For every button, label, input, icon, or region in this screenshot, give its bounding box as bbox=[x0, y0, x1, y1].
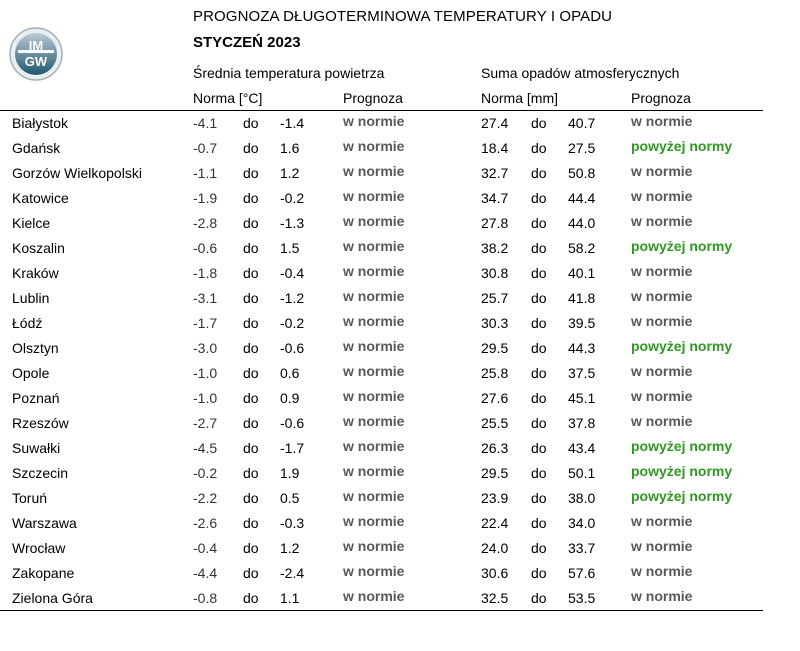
temp-forecast: w normie bbox=[343, 488, 405, 504]
temp-norm-min: -0.4 bbox=[193, 540, 218, 556]
precip-norm-min: 32.5 bbox=[481, 590, 509, 606]
imgw-logo bbox=[8, 26, 64, 82]
table-row bbox=[0, 286, 763, 311]
precip-forecast: w normie bbox=[631, 363, 693, 379]
temp-norm-min: -0.6 bbox=[193, 240, 218, 256]
precip-norm-max: 53.5 bbox=[568, 590, 596, 606]
precipitation-norm-header: Norma [mm] bbox=[481, 90, 558, 106]
precip-norm-separator: do bbox=[531, 565, 547, 581]
precip-norm-separator: do bbox=[531, 290, 547, 306]
temp-norm-min: -2.2 bbox=[193, 490, 218, 506]
temp-norm-min: -1.8 bbox=[193, 265, 218, 281]
city-name: Olsztyn bbox=[12, 340, 59, 356]
temp-norm-max: -2.4 bbox=[280, 565, 305, 581]
precip-norm-separator: do bbox=[531, 415, 547, 431]
precip-norm-min: 26.3 bbox=[481, 440, 509, 456]
temp-norm-separator: do bbox=[243, 515, 259, 531]
temp-norm-max: 0.5 bbox=[280, 490, 300, 506]
precip-forecast: powyżej normy bbox=[631, 438, 733, 454]
city-name: Katowice bbox=[12, 190, 69, 206]
precip-norm-min: 29.5 bbox=[481, 340, 509, 356]
precip-forecast: w normie bbox=[631, 513, 693, 529]
temp-norm-separator: do bbox=[243, 290, 259, 306]
temp-norm-max: -0.6 bbox=[280, 415, 305, 431]
table-row bbox=[0, 586, 763, 611]
precip-norm-max: 27.5 bbox=[568, 140, 596, 156]
temp-norm-separator: do bbox=[243, 565, 259, 581]
precip-norm-min: 30.8 bbox=[481, 265, 509, 281]
document-subtitle: STYCZEŃ 2023 bbox=[193, 34, 301, 51]
precip-norm-separator: do bbox=[531, 215, 547, 231]
temp-norm-max: 1.1 bbox=[280, 590, 300, 606]
precip-norm-separator: do bbox=[531, 315, 547, 331]
temp-norm-separator: do bbox=[243, 540, 259, 556]
precip-norm-min: 22.4 bbox=[481, 515, 509, 531]
city-name: Wrocław bbox=[12, 540, 66, 556]
temp-norm-separator: do bbox=[243, 590, 259, 606]
table-row bbox=[0, 161, 763, 186]
precip-norm-separator: do bbox=[531, 515, 547, 531]
city-name: Kielce bbox=[12, 215, 51, 231]
temp-forecast: w normie bbox=[343, 113, 405, 129]
precip-norm-max: 50.8 bbox=[568, 165, 596, 181]
table-row bbox=[0, 486, 763, 511]
precip-norm-max: 41.8 bbox=[568, 290, 596, 306]
temp-norm-max: 1.2 bbox=[280, 165, 300, 181]
precip-norm-separator: do bbox=[531, 340, 547, 356]
precip-norm-min: 30.3 bbox=[481, 315, 509, 331]
temp-forecast: w normie bbox=[343, 313, 405, 329]
precip-norm-separator: do bbox=[531, 540, 547, 556]
city-name: Łódź bbox=[12, 315, 43, 331]
temp-forecast: w normie bbox=[343, 463, 405, 479]
forecast-table bbox=[0, 111, 763, 611]
temp-norm-max: -0.3 bbox=[280, 515, 305, 531]
precip-forecast: w normie bbox=[631, 563, 693, 579]
precip-norm-max: 44.4 bbox=[568, 190, 596, 206]
temp-norm-min: -1.7 bbox=[193, 315, 218, 331]
table-row bbox=[0, 136, 763, 161]
table-row bbox=[0, 311, 763, 336]
temp-forecast: w normie bbox=[343, 213, 405, 229]
temp-forecast: w normie bbox=[343, 588, 405, 604]
temp-norm-max: 1.9 bbox=[280, 465, 300, 481]
temp-norm-min: -3.1 bbox=[193, 290, 218, 306]
precip-norm-separator: do bbox=[531, 440, 547, 456]
precip-norm-max: 38.0 bbox=[568, 490, 596, 506]
temp-norm-min: -1.0 bbox=[193, 390, 218, 406]
precip-norm-min: 18.4 bbox=[481, 140, 509, 156]
city-name: Białystok bbox=[12, 115, 69, 131]
precip-forecast: w normie bbox=[631, 263, 693, 279]
temp-forecast: w normie bbox=[343, 188, 405, 204]
table-bottom-rule bbox=[0, 610, 763, 611]
temp-norm-separator: do bbox=[243, 115, 259, 131]
precip-forecast: w normie bbox=[631, 288, 693, 304]
precip-forecast: w normie bbox=[631, 413, 693, 429]
table-row bbox=[0, 411, 763, 436]
precip-forecast: powyżej normy bbox=[631, 463, 733, 479]
temp-norm-separator: do bbox=[243, 440, 259, 456]
city-name: Warszawa bbox=[12, 515, 77, 531]
temp-norm-min: -0.7 bbox=[193, 140, 218, 156]
temp-forecast: w normie bbox=[343, 513, 405, 529]
temp-norm-max: 1.2 bbox=[280, 540, 300, 556]
precip-norm-min: 29.5 bbox=[481, 465, 509, 481]
precipitation-forecast-header: Prognoza bbox=[631, 90, 691, 106]
precip-norm-min: 25.8 bbox=[481, 365, 509, 381]
precip-norm-max: 40.1 bbox=[568, 265, 596, 281]
precip-forecast: powyżej normy bbox=[631, 238, 733, 254]
precip-norm-max: 40.7 bbox=[568, 115, 596, 131]
precip-norm-min: 27.8 bbox=[481, 215, 509, 231]
temp-norm-separator: do bbox=[243, 240, 259, 256]
table-row bbox=[0, 111, 763, 136]
city-name: Suwałki bbox=[12, 440, 61, 456]
temp-forecast: w normie bbox=[343, 438, 405, 454]
temperature-forecast-header: Prognoza bbox=[343, 90, 403, 106]
temp-norm-min: -1.1 bbox=[193, 165, 218, 181]
temp-norm-max: -0.2 bbox=[280, 190, 305, 206]
precip-norm-max: 45.1 bbox=[568, 390, 596, 406]
temp-norm-separator: do bbox=[243, 490, 259, 506]
precip-norm-max: 44.3 bbox=[568, 340, 596, 356]
temp-norm-separator: do bbox=[243, 190, 259, 206]
precip-norm-max: 44.0 bbox=[568, 215, 596, 231]
table-row bbox=[0, 236, 763, 261]
city-name: Toruń bbox=[12, 490, 48, 506]
temp-norm-separator: do bbox=[243, 415, 259, 431]
precip-norm-min: 23.9 bbox=[481, 490, 509, 506]
temp-norm-separator: do bbox=[243, 215, 259, 231]
temperature-group-header: Średnia temperatura powietrza bbox=[193, 65, 385, 81]
precip-norm-min: 27.6 bbox=[481, 390, 509, 406]
city-name: Koszalin bbox=[12, 240, 65, 256]
precip-norm-min: 27.4 bbox=[481, 115, 509, 131]
city-name: Poznań bbox=[12, 390, 60, 406]
city-name: Lublin bbox=[12, 290, 50, 306]
temp-norm-min: -3.0 bbox=[193, 340, 218, 356]
precip-forecast: w normie bbox=[631, 213, 693, 229]
precip-norm-separator: do bbox=[531, 190, 547, 206]
table-row bbox=[0, 386, 763, 411]
precip-forecast: powyżej normy bbox=[631, 138, 733, 154]
precip-norm-separator: do bbox=[531, 490, 547, 506]
precip-forecast: w normie bbox=[631, 388, 693, 404]
city-name: Zielona Góra bbox=[12, 590, 93, 606]
precip-norm-max: 50.1 bbox=[568, 465, 596, 481]
table-row bbox=[0, 511, 763, 536]
city-name: Gdańsk bbox=[12, 140, 61, 156]
temp-norm-min: -2.6 bbox=[193, 515, 218, 531]
city-name: Gorzów Wielkopolski bbox=[12, 165, 142, 181]
table-row bbox=[0, 561, 763, 586]
table-row bbox=[0, 461, 763, 486]
temp-norm-min: -0.2 bbox=[193, 465, 218, 481]
precip-norm-max: 57.6 bbox=[568, 565, 596, 581]
precip-forecast: w normie bbox=[631, 588, 693, 604]
precip-norm-max: 37.8 bbox=[568, 415, 596, 431]
precipitation-group-header: Suma opadów atmosferycznych bbox=[481, 65, 680, 81]
precip-norm-min: 38.2 bbox=[481, 240, 509, 256]
temp-norm-separator: do bbox=[243, 315, 259, 331]
table-row bbox=[0, 186, 763, 211]
temp-norm-min: -1.9 bbox=[193, 190, 218, 206]
temp-forecast: w normie bbox=[343, 413, 405, 429]
table-row bbox=[0, 436, 763, 461]
precip-norm-max: 43.4 bbox=[568, 440, 596, 456]
temp-norm-min: -4.4 bbox=[193, 565, 218, 581]
precip-norm-separator: do bbox=[531, 465, 547, 481]
temp-forecast: w normie bbox=[343, 338, 405, 354]
table-row bbox=[0, 361, 763, 386]
precip-forecast: w normie bbox=[631, 163, 693, 179]
table-row bbox=[0, 211, 763, 236]
temp-norm-max: -0.2 bbox=[280, 315, 305, 331]
temp-norm-separator: do bbox=[243, 390, 259, 406]
temp-forecast: w normie bbox=[343, 363, 405, 379]
city-name: Rzeszów bbox=[12, 415, 69, 431]
precip-norm-separator: do bbox=[531, 365, 547, 381]
precip-norm-max: 58.2 bbox=[568, 240, 596, 256]
temp-norm-max: -0.6 bbox=[280, 340, 305, 356]
temp-norm-separator: do bbox=[243, 140, 259, 156]
temp-norm-max: -1.2 bbox=[280, 290, 305, 306]
table-row bbox=[0, 336, 763, 361]
city-name: Szczecin bbox=[12, 465, 69, 481]
temp-forecast: w normie bbox=[343, 238, 405, 254]
temp-forecast: w normie bbox=[343, 563, 405, 579]
precip-forecast: w normie bbox=[631, 538, 693, 554]
temp-norm-min: -4.1 bbox=[193, 115, 218, 131]
temp-norm-max: 1.6 bbox=[280, 140, 300, 156]
table-row bbox=[0, 261, 763, 286]
temp-forecast: w normie bbox=[343, 163, 405, 179]
precip-norm-separator: do bbox=[531, 265, 547, 281]
precip-norm-min: 25.7 bbox=[481, 290, 509, 306]
temp-forecast: w normie bbox=[343, 538, 405, 554]
temp-forecast: w normie bbox=[343, 388, 405, 404]
svg-text:IM: IM bbox=[28, 38, 44, 53]
precip-norm-min: 24.0 bbox=[481, 540, 509, 556]
precip-forecast: w normie bbox=[631, 113, 693, 129]
precip-norm-separator: do bbox=[531, 115, 547, 131]
temp-norm-min: -1.0 bbox=[193, 365, 218, 381]
temp-norm-separator: do bbox=[243, 165, 259, 181]
precip-norm-separator: do bbox=[531, 390, 547, 406]
city-name: Kraków bbox=[12, 265, 59, 281]
temp-norm-separator: do bbox=[243, 265, 259, 281]
temp-norm-min: -4.5 bbox=[193, 440, 218, 456]
temp-norm-max: 0.9 bbox=[280, 390, 300, 406]
temperature-norm-header: Norma [°C] bbox=[193, 90, 263, 106]
temp-forecast: w normie bbox=[343, 288, 405, 304]
svg-text:GW: GW bbox=[24, 54, 48, 69]
temp-norm-min: -2.7 bbox=[193, 415, 218, 431]
precip-norm-max: 34.0 bbox=[568, 515, 596, 531]
precip-forecast: w normie bbox=[631, 313, 693, 329]
precip-norm-min: 34.7 bbox=[481, 190, 509, 206]
temp-norm-separator: do bbox=[243, 465, 259, 481]
temp-norm-max: -1.3 bbox=[280, 215, 305, 231]
temp-norm-max: 0.6 bbox=[280, 365, 300, 381]
document-title: PROGNOZA DŁUGOTERMINOWA TEMPERATURY I OPADU bbox=[193, 8, 613, 25]
city-name: Opole bbox=[12, 365, 50, 381]
temp-norm-separator: do bbox=[243, 365, 259, 381]
precip-norm-min: 30.6 bbox=[481, 565, 509, 581]
precip-norm-separator: do bbox=[531, 140, 547, 156]
temp-norm-min: -2.8 bbox=[193, 215, 218, 231]
temp-forecast: w normie bbox=[343, 263, 405, 279]
precip-norm-separator: do bbox=[531, 240, 547, 256]
temp-norm-max: -1.4 bbox=[280, 115, 305, 131]
precip-norm-separator: do bbox=[531, 590, 547, 606]
precip-forecast: powyżej normy bbox=[631, 488, 733, 504]
precip-norm-min: 25.5 bbox=[481, 415, 509, 431]
temp-norm-max: 1.5 bbox=[280, 240, 300, 256]
precip-norm-max: 39.5 bbox=[568, 315, 596, 331]
precip-norm-separator: do bbox=[531, 165, 547, 181]
temp-norm-max: -0.4 bbox=[280, 265, 305, 281]
temp-norm-max: -1.7 bbox=[280, 440, 305, 456]
precip-forecast: w normie bbox=[631, 188, 693, 204]
precip-norm-min: 32.7 bbox=[481, 165, 509, 181]
temp-forecast: w normie bbox=[343, 138, 405, 154]
temp-norm-min: -0.8 bbox=[193, 590, 218, 606]
precip-forecast: powyżej normy bbox=[631, 338, 733, 354]
precip-norm-max: 33.7 bbox=[568, 540, 596, 556]
table-row bbox=[0, 536, 763, 561]
precip-norm-max: 37.5 bbox=[568, 365, 596, 381]
city-name: Zakopane bbox=[12, 565, 75, 581]
temp-norm-separator: do bbox=[243, 340, 259, 356]
